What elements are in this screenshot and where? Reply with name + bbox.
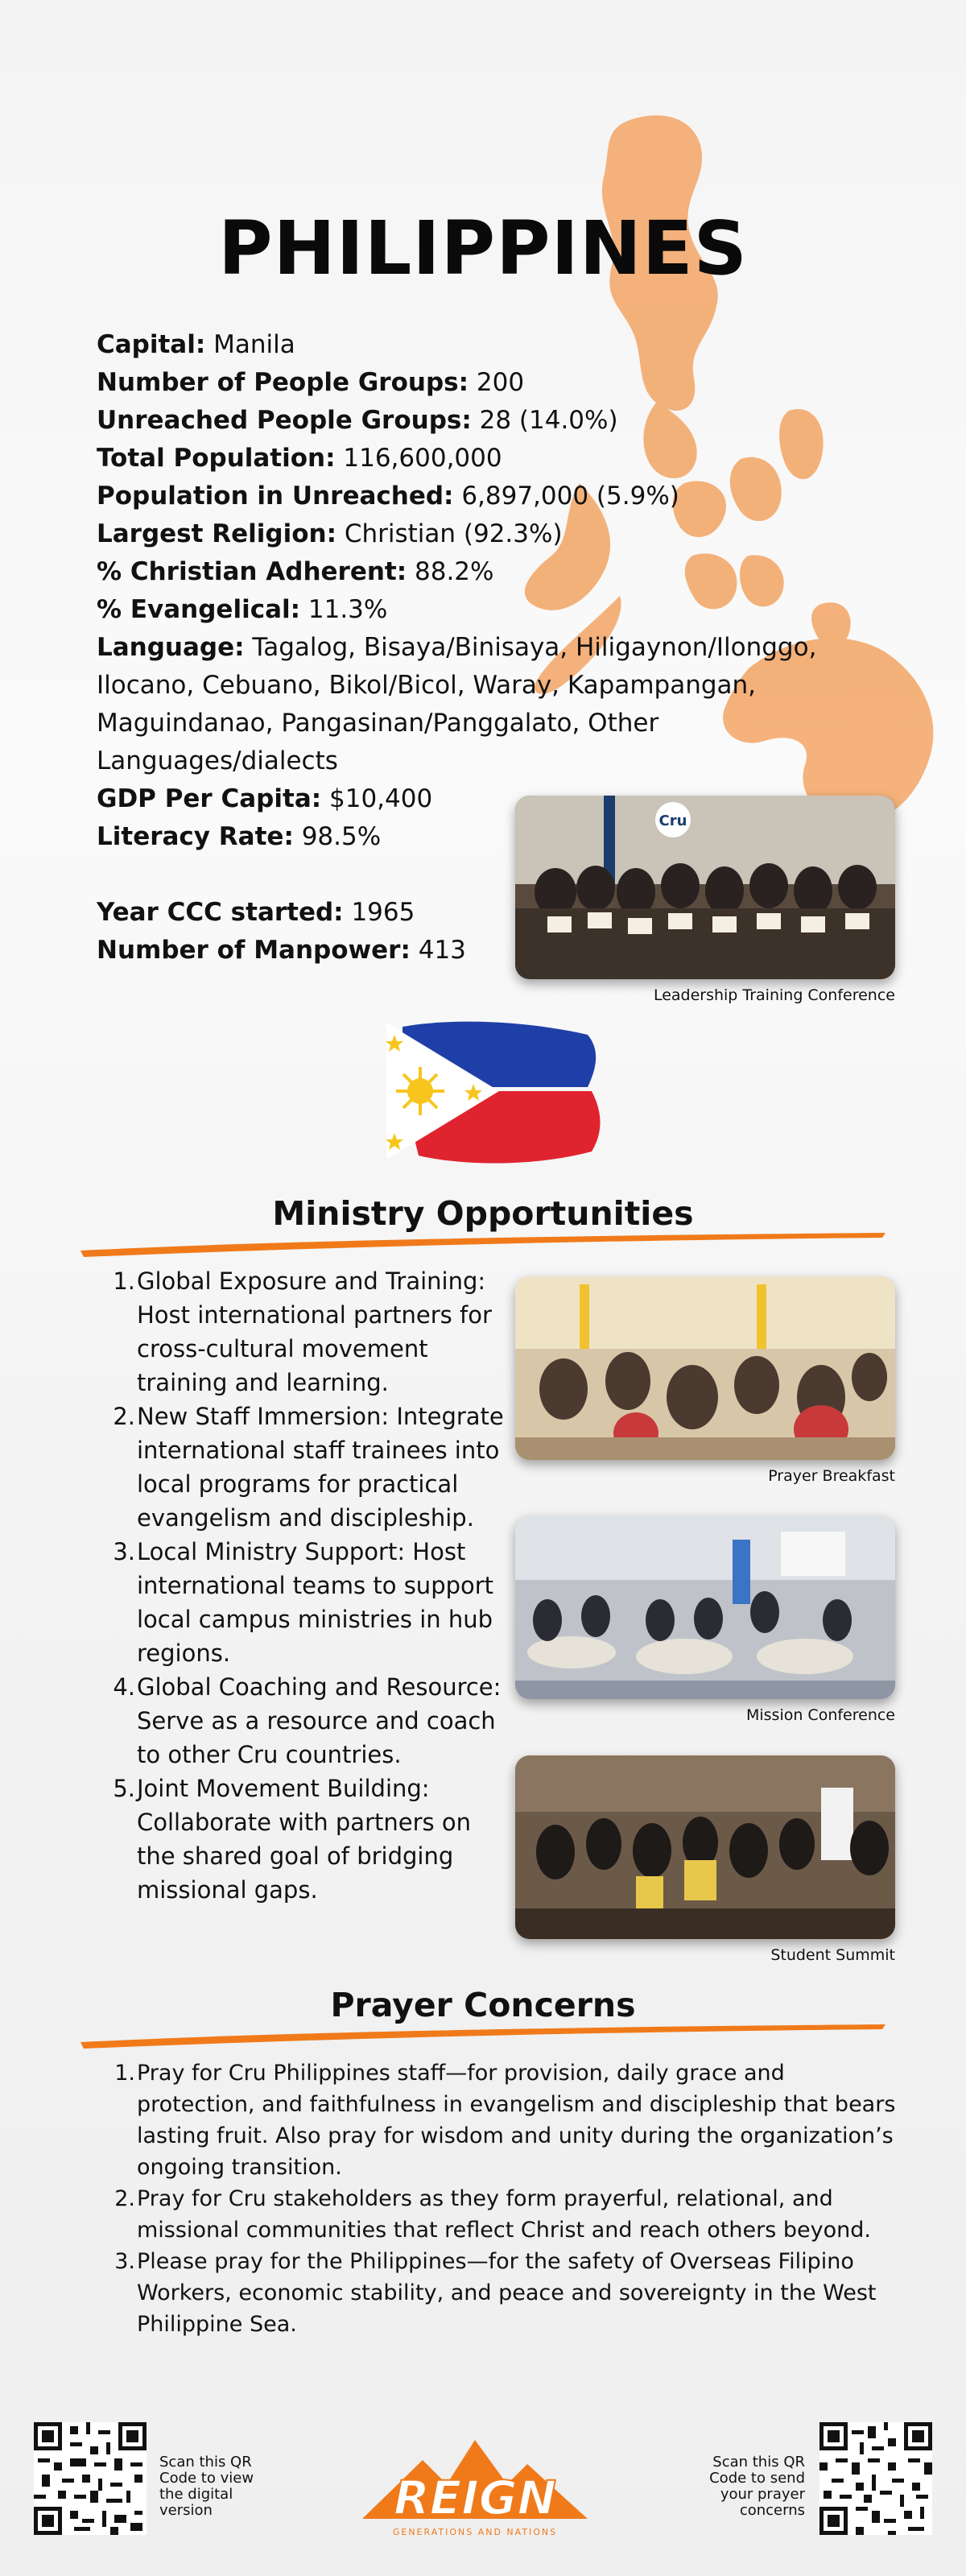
qr-code-digital-version[interactable] <box>34 2422 147 2535</box>
list-item: 3. Please pray for the Philippines—for the safety of Overseas Filipino Workers, economic stability, and peace and sovereignty in the West Philippine Sea. <box>114 2249 877 2337</box>
ministry-list <box>97 1264 515 1907</box>
prayer-list <box>97 2057 902 2340</box>
qr-code-prayer-concerns[interactable] <box>819 2422 932 2535</box>
page-title: PHILIPPINES <box>218 205 748 292</box>
logo-tagline: GENERATIONS AND NATIONS <box>392 2527 558 2537</box>
logo-word: REIGN <box>393 2471 557 2525</box>
photo-mission-conference <box>515 1515 895 1699</box>
fact-ccc-started: Year CCC started: 1965 <box>97 898 415 927</box>
caption-leadership-training: Leadership Training Conference <box>653 986 895 1004</box>
list-item: 5. Joint Movement Building: Collaborate with partners on the shared goal of bridging missional gaps. <box>113 1775 471 1904</box>
photo-leadership-training <box>515 796 895 979</box>
prayer-title: Prayer Concerns <box>330 1986 636 2024</box>
caption-student-summit: Student Summit <box>770 1946 895 1964</box>
brush-stroke-divider <box>80 2020 886 2052</box>
photo-prayer-breakfast <box>515 1276 895 1460</box>
fact-population-unreached: Population in Unreached: 6,897,000 (5.9%) <box>97 482 679 511</box>
qr-left-label: Scan this QR Code to view the digital version <box>159 2454 254 2519</box>
fact-language: Language: Tagalog, Bisaya/Binisaya, Hiligaynon/Ilonggo, Ilocano, Cebuano, Bikol/Bicol, Waray, Kapampangan, Maguindanao, Pangasinan/Panggalato, Other Languages/dialects <box>97 633 817 775</box>
fact-population: Total Population: 116,600,000 <box>97 444 502 473</box>
list-item: 3. Local Ministry Support: Host international teams to support local campus ministries in hub regions. <box>113 1538 494 1667</box>
reign-logo <box>354 2424 596 2545</box>
fact-people-groups: Number of People Groups: 200 <box>97 368 525 397</box>
fact-religion: Largest Religion: Christian (92.3%) <box>97 519 563 548</box>
fact-evangelical: % Evangelical: 11.3% <box>97 595 388 624</box>
fact-unreached-groups: Unreached People Groups: 28 (14.0%) <box>97 406 618 435</box>
fact-gdp: GDP Per Capita: $10,400 <box>97 784 433 813</box>
ministry-title: Ministry Opportunities <box>272 1194 694 1233</box>
photo-student-summit <box>515 1755 895 1939</box>
list-item: 2. Pray for Cru stakeholders as they form prayerful, relational, and missional communities that reflect Christ and reach others beyond. <box>114 2186 871 2243</box>
list-item: 1. Global Exposure and Training: Host international partners for cross-cultural movement training and learning. <box>113 1267 492 1396</box>
caption-prayer-breakfast: Prayer Breakfast <box>768 1467 895 1485</box>
caption-mission-conference: Mission Conference <box>745 1706 895 1724</box>
list-item: 2. New Staff Immersion: Integrate international staff trainees into local programs for practical evangelism and discipleship. <box>113 1403 504 1532</box>
fact-christian: % Christian Adherent: 88.2% <box>97 557 494 586</box>
fact-manpower: Number of Manpower: 413 <box>97 936 466 965</box>
philippines-flag <box>370 1011 612 1172</box>
cru-banner-text: Cru <box>658 812 687 829</box>
brush-stroke-divider <box>80 1228 886 1260</box>
fact-literacy: Literacy Rate: 98.5% <box>97 822 382 851</box>
fact-capital: Capital: Manila <box>97 330 295 359</box>
qr-right-label: Scan this QR Code to send your prayer concerns <box>709 2454 805 2519</box>
list-item: 1. Pray for Cru Philippines staff—for provision, daily grace and protection, and faithfulness in evangelism and discipleship that bears lasting fruit. Also pray for wisdom and unity during the organization’s ongoing transition. <box>114 2061 896 2180</box>
list-item: 4. Global Coaching and Resource: Serve as a resource and coach to other Cru countries. <box>113 1673 502 1768</box>
